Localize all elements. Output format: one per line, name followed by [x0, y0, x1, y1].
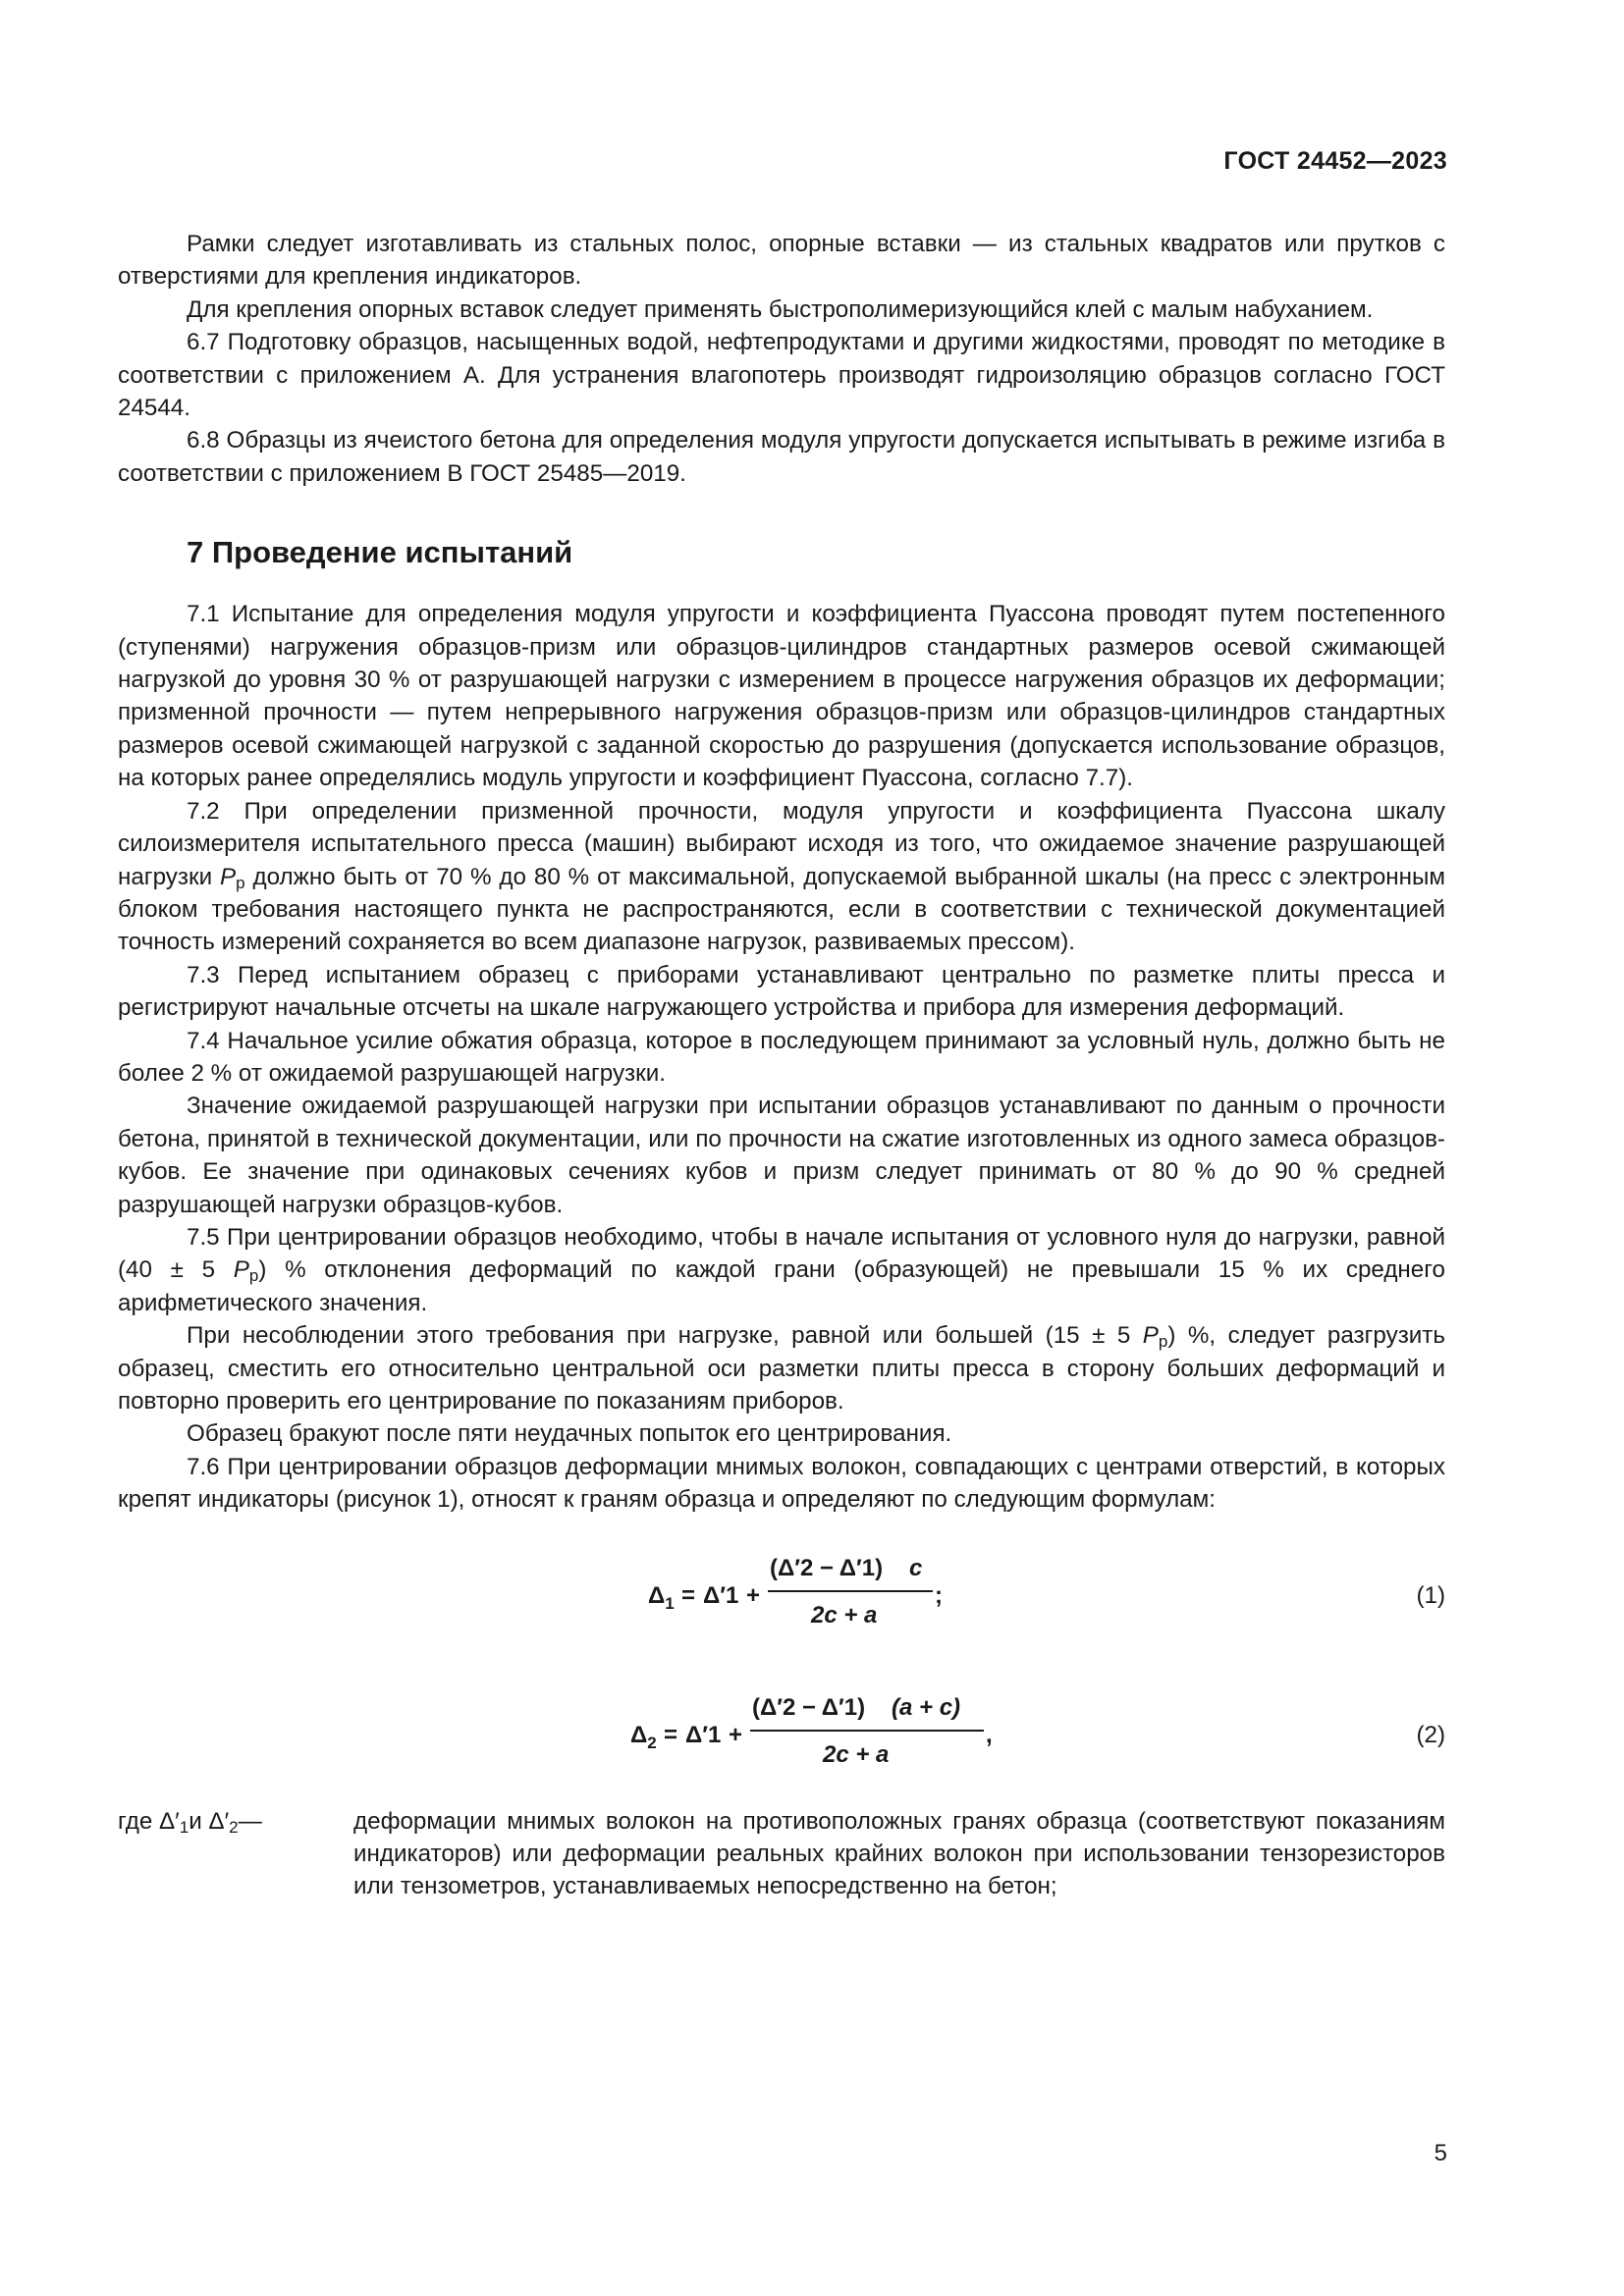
svg-text:c: c [909, 1554, 923, 1581]
svg-text:2c + a: 2c + a [811, 1601, 878, 1629]
svg-text:+: + [746, 1581, 761, 1609]
svg-text:(a + c): (a + c) [892, 1693, 961, 1721]
paragraph-6-7: 6.7 Подготовку образцов, насыщенных водой, нефтепродуктами и другими жидкостями, проводят по методике в соответствии с приложением А. Для устранения влагопотерь производят гидроизоляцию образцов согласно ГОСТ 24544. [118, 329, 1445, 422]
document-header: ГОСТ 24452—2023 [1223, 147, 1447, 175]
formula-1 [118, 1538, 1445, 1656]
paragraph-frames: Рамки следует изготавливать из стальных полос, опорные вставки — из стальных квадратов или прутков с отверстиями для крепления индикаторов. [118, 231, 1445, 291]
svg-text:(Δ′2 − Δ′1): (Δ′2 − Δ′1) [752, 1693, 866, 1721]
svg-text:Δ′1: Δ′1 [685, 1721, 722, 1748]
svg-text:Δ2: $\Delta_2$ [630, 1721, 657, 1752]
paragraph-7-5-d: Образец бракуют после пяти неудачных попыток его центрирования. [187, 1420, 952, 1448]
paragraph-7-6: 7.6 При центрировании образцов деформации мнимых волокон, совпадающих с центрами отверстий, в которых крепят индикаторы (рисунок 1), относят к граням образца и определяют по следующим формулам: [118, 1453, 1445, 1514]
paragraph-7-5: 7.5 При центрировании образцов необходимо, чтобы в начале испытания от условного нуля до нагрузки, равной (40 ± 5 $P_р$) % отклонения деформаций по каждой грани (образующей) не превышали 15 % их среднего арифметического значения. [118, 1223, 1445, 1316]
page-body [118, 228, 1445, 1903]
where-label: где $\Delta'_1и$ $\Delta'_2—$ [118, 1807, 262, 1837]
where-description: деформации мнимых волокон на противоположных гранях образца (соответствуют показаниям индикаторов) или деформации реальных крайних волокон при использовании тензорезисторов или тензометров, устанавливаемых непосредственно на бетон; [353, 1807, 1445, 1900]
svg-text:;: ; [935, 1581, 943, 1609]
paragraph-7-4-b: Значение ожидаемой разрушающей нагрузки при испытании образцов устанавливают по данным о прочности бетона, принятой в технической документации, или по прочности на сжатие изготовленных из одного замеса образцов-кубов. Ее значение при одинаковых сечениях кубов и призм следует принимать от 80 % до 90 % средней разрушающей нагрузки образцов-кубов. [118, 1093, 1445, 1218]
formula-2-graphic [621, 1678, 1053, 1795]
svg-text:=: = [681, 1581, 696, 1609]
formula-1-number: (1) [1416, 1581, 1445, 1609]
where-clause [118, 1805, 1445, 1903]
svg-text:+: + [729, 1721, 743, 1748]
symbol-P: P [219, 863, 237, 890]
paragraph-glue: Для крепления опорных вставок следует применять быстрополимеризующийся клей с малым набуханием. [187, 295, 1374, 323]
formula-1-graphic [638, 1538, 1070, 1656]
paragraph-7-2: 7.2 При определении призменной прочности, модуля упругости и коэффициента Пуассона шкалу силоизмерителя испытательного пресса (машин) выбирают исходя из того, что ожидаемое значение разрушающей нагрузки $P_р$ должно быть от 70 % до 80 % от максимальной, допускаемой выбранной шкалы (на пресс с электронным блоком требования настоящего пункта не распространяются, если в соответствии с технической документацией точность измерений сохраняется во всем диапазоне нагрузок, развиваемых прессом). [118, 797, 1445, 956]
svg-text:Δ′1: Δ′1 [703, 1581, 739, 1609]
section-title: 7 Проведение испытаний [187, 535, 573, 570]
paragraph-7-5-c: При несоблюдении этого требования при нагрузке, равной или большей (15 ± 5 $P_р$) %, следует разгрузить образец, сместить его относительно центральной оси разметки плиты пресса в сторону больших деформаций и повторно проверить его центрирование по показаниям приборов. [118, 1322, 1445, 1415]
paragraph-7-1: 7.1 Испытание для определения модуля упругости и коэффициента Пуассона проводят путем постепенного (ступенями) нагружения образцов-призм или образцов-цилиндров стандартных размеров осевой сжимающей нагрузкой до уровня 30 % от разрушающей нагрузки с измерением в процессе нагружения образцов их деформации; призменной прочности — путем непрерывного нагружения образцов-призм или образцов-цилиндров стандартных размеров осевой сжимающей нагрузкой с заданной скоростью до разрушения (допускается использование образцов, на которых ранее определялись модуль упругости и коэффициент Пуассона, согласно 7.7). [118, 601, 1445, 792]
paragraph-6-8: 6.8 Образцы из ячеистого бетона для определения модуля упругости допускается испытывать в режиме изгиба в соответствии с приложением В ГОСТ 25485—2019. [118, 427, 1445, 487]
svg-text:(Δ′2 − Δ′1): (Δ′2 − Δ′1) [770, 1554, 884, 1581]
paragraph-7-3: 7.3 Перед испытанием образец с приборами устанавливают центрально по разметке плиты пресса и регистрируют начальные отсчеты на шкале нагружающего устройства и прибора для измерения деформаций. [118, 961, 1445, 1022]
svg-text:Δ1: $\Delta_1$ [648, 1581, 675, 1613]
svg-text:2c + a: 2c + a [823, 1740, 890, 1768]
paragraph-7-4: 7.4 Начальное усилие обжатия образца, которое в последующем принимают за условный нуль, должно быть не более 2 % от ожидаемой разрушающей нагрузки. [118, 1027, 1445, 1087]
svg-text:=: = [664, 1721, 678, 1748]
page-number: 5 [1434, 2140, 1447, 2166]
formula-2-number: (2) [1416, 1721, 1445, 1748]
svg-text:,: , [986, 1721, 993, 1748]
formula-2 [118, 1678, 1445, 1795]
